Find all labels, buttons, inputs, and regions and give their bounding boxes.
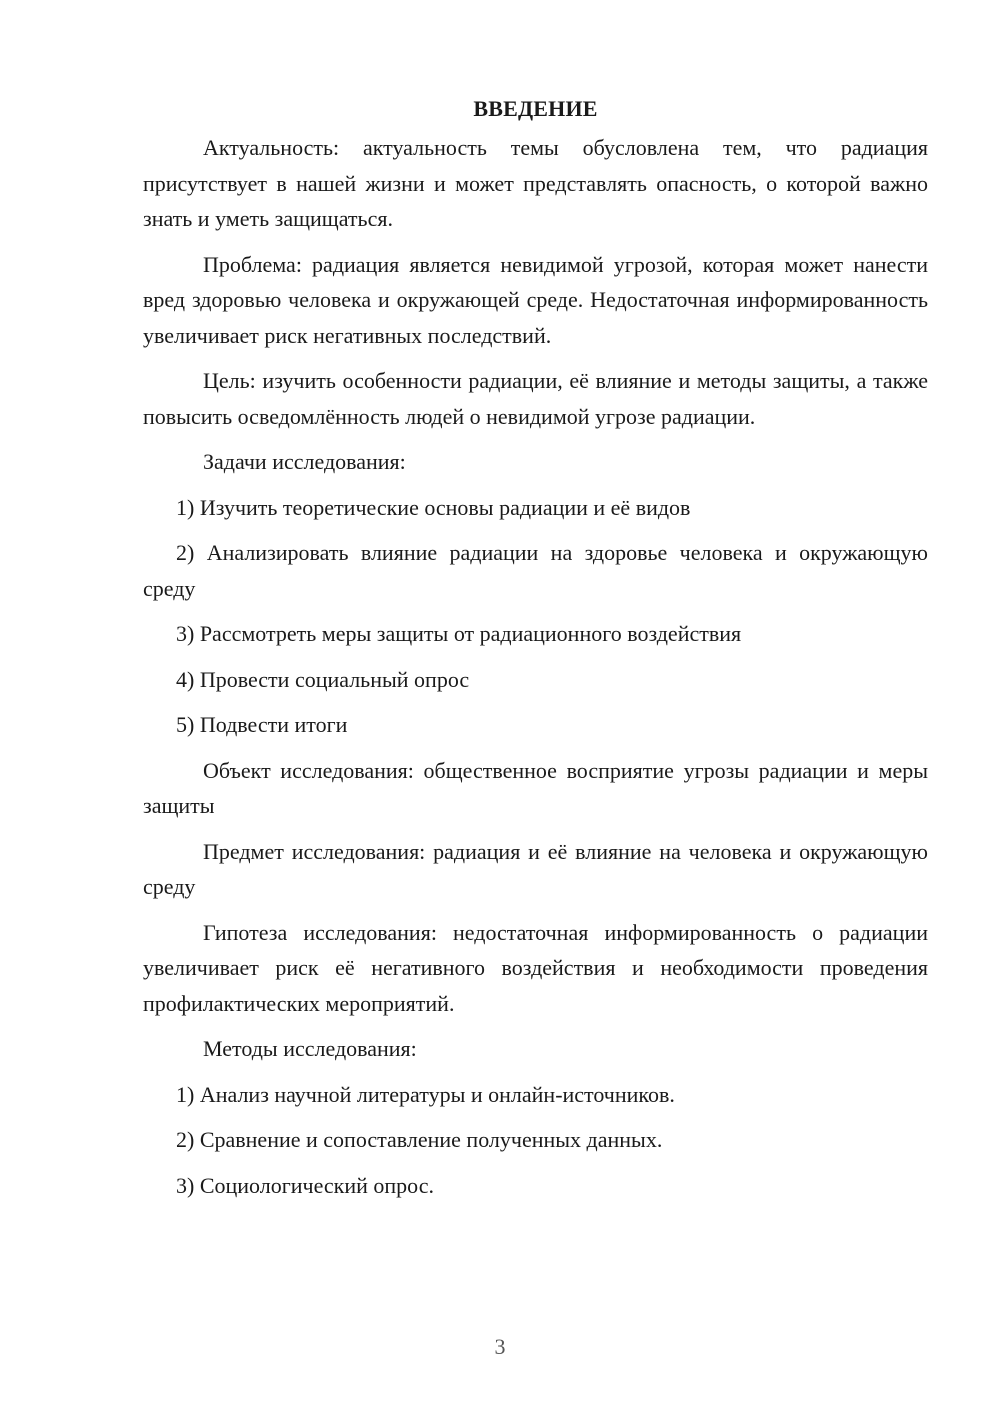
task-item-4: 4) Провести социальный опрос (176, 666, 470, 692)
tasks-heading: Задачи исследования: (203, 449, 406, 474)
goal-paragraph: Цель: изучить особенности радиации, её влияние и методы защиты, а также повысить осведомлённость людей о невидимой угрозе радиации. (143, 368, 928, 429)
task-item-3: 3) Рассмотреть меры защиты от радиационного воздействия (176, 621, 742, 646)
subject-paragraph: Предмет исследования: радиация и её влияние на человека и окружающую среду (143, 838, 928, 899)
methods-heading: Методы исследования: (203, 1036, 417, 1061)
page-number: 3 (494, 1334, 506, 1359)
relevance-paragraph: Актуальность: актуальность темы обусловлена тем, что радиация присутствует в нашей жизни и может представлять опасность, о которой важно знать и уметь защищаться. (143, 135, 928, 231)
page-title: ВВЕДЕНИЕ (473, 96, 598, 121)
task-item-1: 1) Изучить теоретические основы радиации и её видов (176, 494, 691, 520)
document-page (143, 94, 928, 1213)
method-item-2: 2) Сравнение и сопоставление полученных данных. (176, 1127, 663, 1152)
problem-paragraph: Проблема: радиация является невидимой угрозой, которая может нанести вред здоровью человека и окружающей среде. Недостаточная информированность увеличивает риск негативных последствий. (143, 251, 928, 348)
task-item-5: 5) Подвести итоги (176, 712, 348, 737)
object-paragraph: Объект исследования: общественное восприятие угрозы радиации и меры защиты (143, 757, 928, 818)
task-item-2: 2) Анализировать влияние радиации на здоровье человека и окружающую среду (143, 540, 928, 601)
method-item-3: 3) Социологический опрос. (176, 1172, 434, 1198)
method-item-1: 1) Анализ научной литературы и онлайн-источников. (176, 1081, 675, 1107)
hypothesis-paragraph: Гипотеза исследования: недостаточная информированность о радиации увеличивает риск её негативного воздействия и необходимости проведения профилактических мероприятий. (143, 919, 928, 1016)
